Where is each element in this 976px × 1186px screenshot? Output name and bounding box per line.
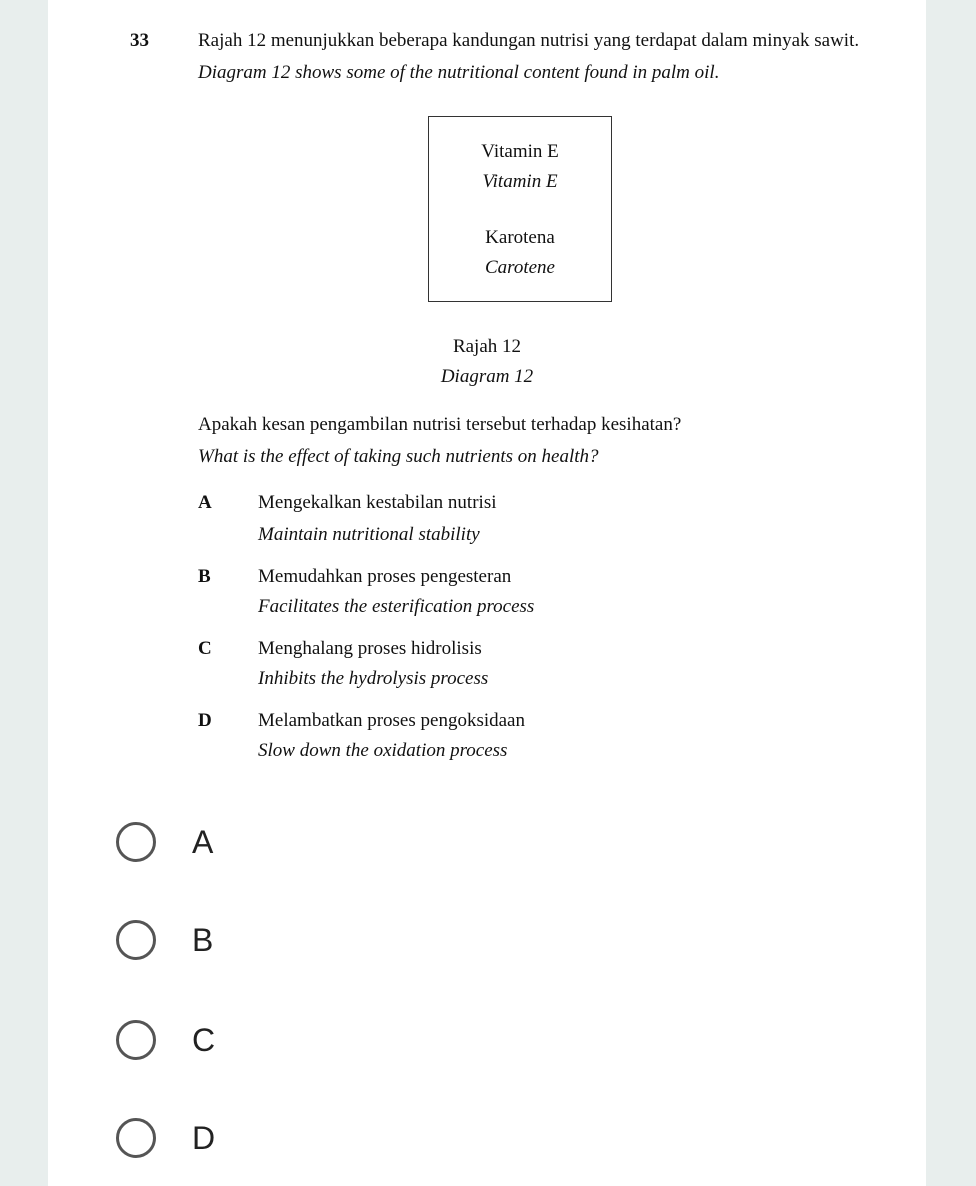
- diagram-caption-ms: Rajah 12: [452, 336, 522, 357]
- option-letter-c: C: [198, 638, 212, 659]
- option-letter-b: B: [198, 566, 211, 587]
- choice-c-label: C: [192, 1021, 216, 1058]
- stem-english: Diagram 12 shows some of the nutritional content found in palm oil.: [198, 62, 720, 83]
- option-b-english: Facilitates the esterification process: [258, 596, 535, 617]
- choice-a[interactable]: [110, 812, 310, 872]
- option-letter-a: A: [198, 492, 212, 513]
- radio-c[interactable]: [116, 1020, 156, 1060]
- diagram-box: [428, 116, 612, 302]
- stem-malay: Rajah 12 menunjukkan beberapa kandungan nutrisi yang terdapat dalam minyak sawit.: [198, 30, 860, 51]
- radio-d[interactable]: [116, 1118, 156, 1158]
- choice-d[interactable]: [110, 1108, 310, 1168]
- option-d-english: Slow down the oxidation process: [258, 740, 508, 761]
- choice-b-label: B: [192, 921, 214, 958]
- diagram-item-vitamin-e-ms: Vitamin E: [481, 141, 559, 162]
- prompt-malay: Apakah kesan pengambilan nutrisi tersebut terhadap kesihatan?: [198, 414, 682, 435]
- choice-b[interactable]: [110, 910, 310, 970]
- diagram-item-vitamin-e-en: Vitamin E: [482, 171, 558, 192]
- question-image: [48, 0, 926, 780]
- option-letter-d: D: [198, 710, 212, 731]
- diagram-caption-en: Diagram 12: [440, 366, 534, 387]
- option-d-malay: Melambatkan proses pengoksidaan: [258, 710, 525, 731]
- choice-d-label: D: [192, 1119, 216, 1156]
- question-card: [48, 0, 926, 1186]
- question-number: 33: [130, 30, 149, 51]
- prompt-english: What is the effect of taking such nutrients on health?: [198, 446, 599, 467]
- option-c-malay: Menghalang proses hidrolisis: [258, 638, 482, 659]
- option-a-english: Maintain nutritional stability: [258, 524, 480, 545]
- radio-a[interactable]: [116, 822, 156, 862]
- option-b-malay: Memudahkan proses pengesteran: [258, 566, 512, 587]
- diagram-item-carotene-ms: Karotena: [485, 227, 555, 248]
- option-c-english: Inhibits the hydrolysis process: [258, 668, 489, 689]
- choice-c[interactable]: [110, 1010, 310, 1070]
- choice-a-label: A: [192, 823, 214, 860]
- option-a-malay: Mengekalkan kestabilan nutrisi: [258, 492, 497, 513]
- diagram-item-carotene-en: Carotene: [484, 257, 555, 278]
- radio-b[interactable]: [116, 920, 156, 960]
